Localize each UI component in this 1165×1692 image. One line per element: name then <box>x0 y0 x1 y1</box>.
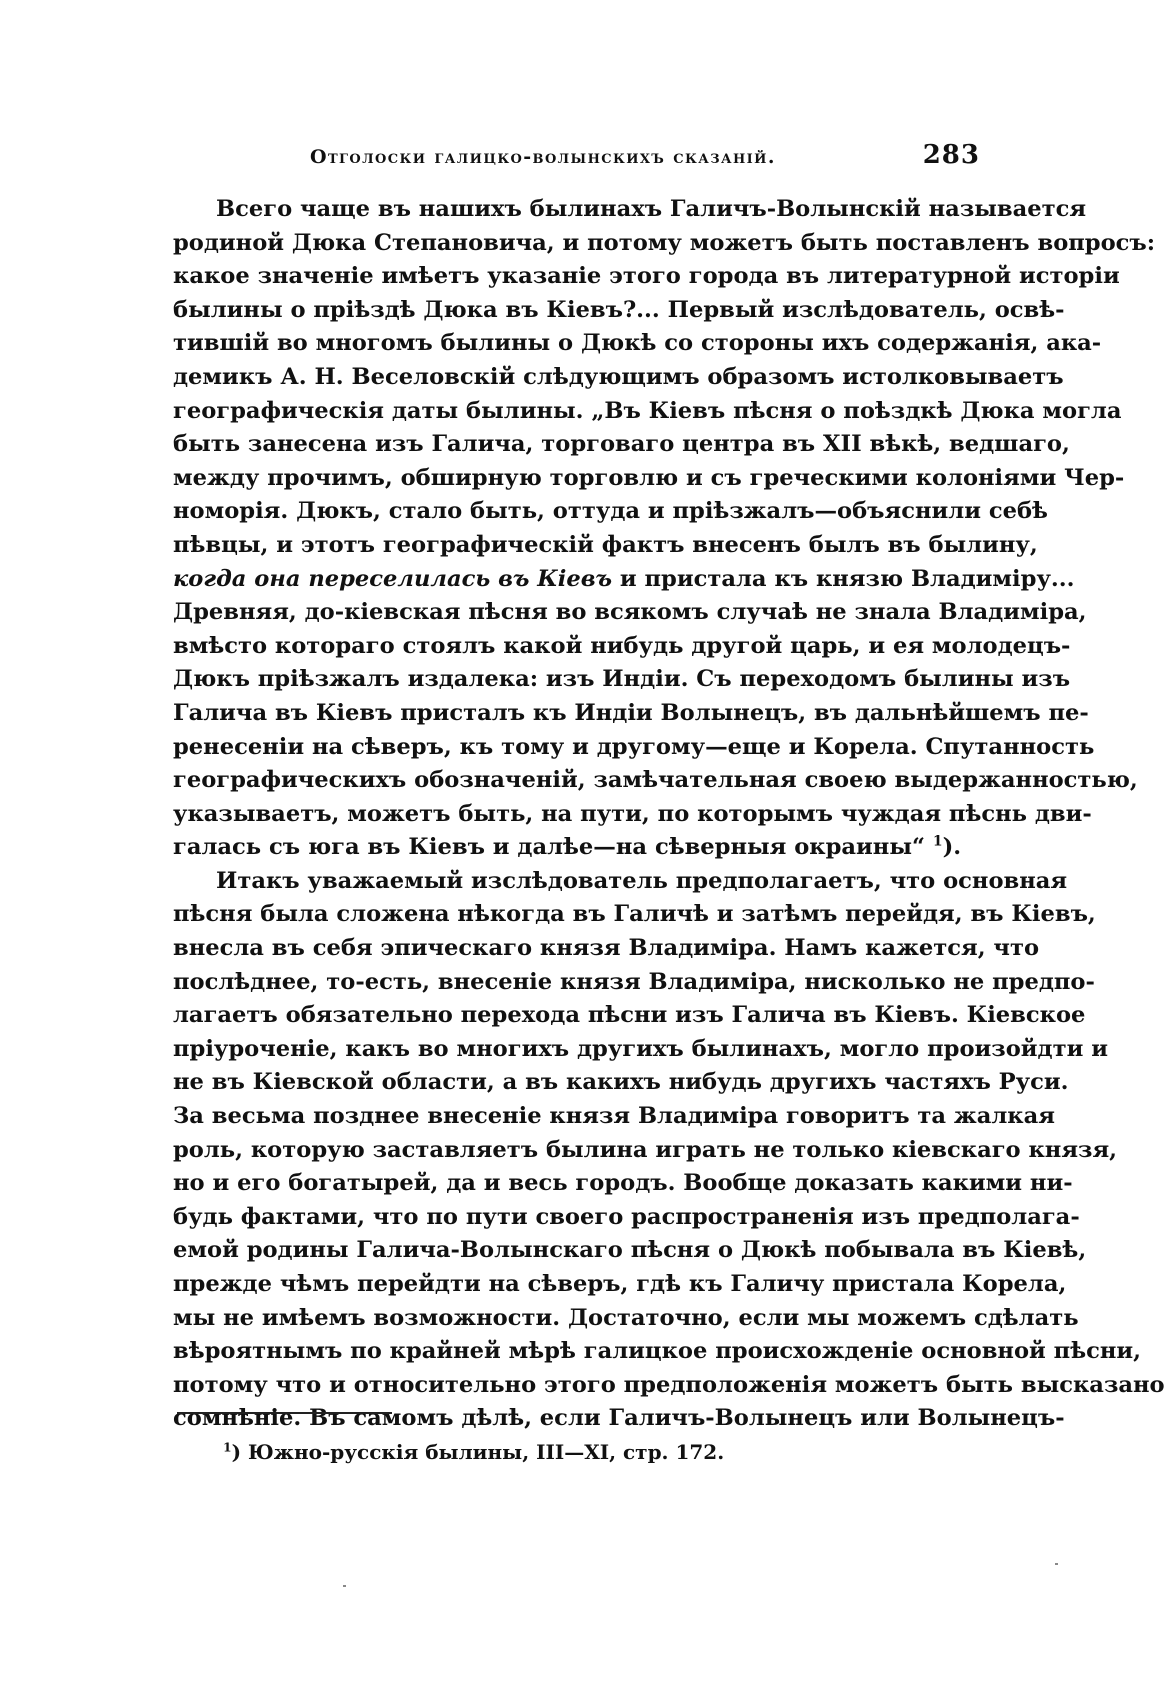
scan-speck <box>1055 1563 1058 1565</box>
text-line: прежде чѣмъ перейдти на сѣверъ, гдѣ къ Галичу пристала Корела, <box>173 1271 1067 1297</box>
text-line: внесла въ себя эпическаго князя Владиміра. Намъ кажется, что <box>173 935 1040 962</box>
text-line: демикъ А. Н. Веселовскій слѣдующимъ образомъ истолковываетъ <box>173 363 1064 390</box>
text-line: но и его богатырей, да и весь городъ. Вообще доказать какими ни- <box>173 1170 1073 1197</box>
text-line: Древняя, до-кіевская пѣсня во всякомъ случаѣ не знала Владиміра, <box>173 599 1087 626</box>
text-line: потому что и относительно этого предположенія можетъ быть высказано <box>173 1371 1165 1398</box>
text-line: пріуроченіе, какъ во многихъ другихъ былинахъ, могло произойдти и <box>173 1035 1108 1062</box>
text-line: не въ Кіевской области, а въ какихъ нибудь другихъ частяхъ Руси. <box>173 1069 1069 1096</box>
text-line: Галича въ Кіевъ присталъ къ Индіи Волынецъ, въ дальнѣйшемъ пе- <box>173 699 1089 726</box>
text-line: ренесеніи на сѣверъ, къ тому и другому—еще и Корела. Спутанность <box>173 733 1095 760</box>
footnote-text: ) Южно-русскія былины, III—XI, стр. 172. <box>231 1440 725 1464</box>
text-fragment: галась съ юга въ Кіевъ и далѣе—на сѣверныя окраины“ <box>173 834 925 861</box>
text-line: мы не имѣемъ возможности. Достаточно, если мы можемъ сдѣлать <box>173 1304 1079 1331</box>
text-line: родиной Дюка Степановича, и потому можетъ быть поставленъ вопросъ: <box>173 229 1156 256</box>
text-line: Дюкъ пріѣзжалъ издалека: изъ Индіи. Съ переходомъ былины изъ <box>173 666 1071 693</box>
text-line: тившій во многомъ былины о Дюкѣ со стороны ихъ содержанія, ака- <box>173 330 1102 357</box>
footnote <box>223 1440 724 1464</box>
footnote-reference[interactable]: 1 <box>932 833 943 850</box>
body-text <box>173 193 1165 1436</box>
text-fragment: и пристала къ князю Владиміру... <box>619 565 1075 592</box>
text-line: будь фактами, что по пути своего распространенія изъ предполага- <box>173 1203 1080 1230</box>
footnote-marker: 1 <box>223 1439 232 1455</box>
text-line: быть занесена изъ Галича, торговаго центра въ XII вѣкѣ, ведшаго, <box>173 431 1070 458</box>
text-line: номорія. Дюкъ, стало быть, оттуда и пріѣзжалъ—объяснили себѣ <box>173 498 1048 525</box>
text-line-last <box>173 831 979 865</box>
text-line: между прочимъ, обширную торговлю и съ греческими колоніями Чер- <box>173 464 1125 491</box>
footnote-divider <box>177 1412 392 1414</box>
text-line: былины о пріѣздѣ Дюка въ Кіевъ?... Первый изслѣдователь, освѣ- <box>173 296 1065 323</box>
text-line: сомнѣніе. Въ самомъ дѣлѣ, если Галичъ-Волынецъ или Волынецъ- <box>173 1405 1065 1432</box>
page-number: 283 <box>922 140 980 170</box>
text-line: послѣднее, то-есть, внесеніе князя Владиміра, нисколько не предпо- <box>173 968 1095 995</box>
text-line: Итакъ уважаемый изслѣдователь предполагаетъ, что основная <box>216 867 1068 894</box>
running-title: Отголоски галицко-волынскихъ сказаній. <box>310 146 776 168</box>
text-line: пѣсня была сложена нѣкогда въ Галичѣ и затѣмъ перейдя, въ Кіевъ, <box>173 901 1096 928</box>
text-line: емой родины Галича-Волынскаго пѣсня о Дюкѣ побывала въ Кіевѣ, <box>173 1237 1087 1264</box>
text-line: географическихъ обозначеній, замѣчательная своею выдержанностью, <box>173 767 1138 794</box>
text-fragment: ). <box>942 834 962 861</box>
text-line: географическія даты былины. „Въ Кіевъ пѣсня о поѣздкѣ Дюка могла <box>173 397 1122 424</box>
scan-speck <box>343 1585 346 1587</box>
text-line: вѣроятнымъ по крайней мѣрѣ галицкое происхожденіе основной пѣсни, <box>173 1338 1142 1365</box>
text-line: роль, которую заставляетъ былина играть не только кіевскаго князя, <box>173 1136 1118 1163</box>
text-line: какое значеніе имѣетъ указаніе этого города въ литературной исторіи <box>173 263 1120 290</box>
text-line: За весьма позднее внесеніе князя Владиміра говоритъ та жалкая <box>173 1103 1055 1130</box>
text-line: вмѣсто котораго стоялъ какой нибудь другой царь, и ея молодецъ- <box>173 632 1071 659</box>
text-line: лагаетъ обязательно перехода пѣсни изъ Галича въ Кіевъ. Кіевское <box>173 1002 1086 1029</box>
text-line-with-italic <box>173 563 1075 597</box>
text-line: указываетъ, можетъ быть, на пути, по которымъ чуждая пѣснь дви- <box>173 800 1092 827</box>
italic-phrase: когда она переселилась въ Кіевъ <box>173 565 613 592</box>
text-line: Всего чаще въ нашихъ былинахъ Галичъ-Волынскій называется <box>216 196 1087 222</box>
text-line: пѣвцы, и этотъ географическій фактъ внесенъ былъ въ былину, <box>173 531 1038 558</box>
page-header <box>310 140 980 180</box>
